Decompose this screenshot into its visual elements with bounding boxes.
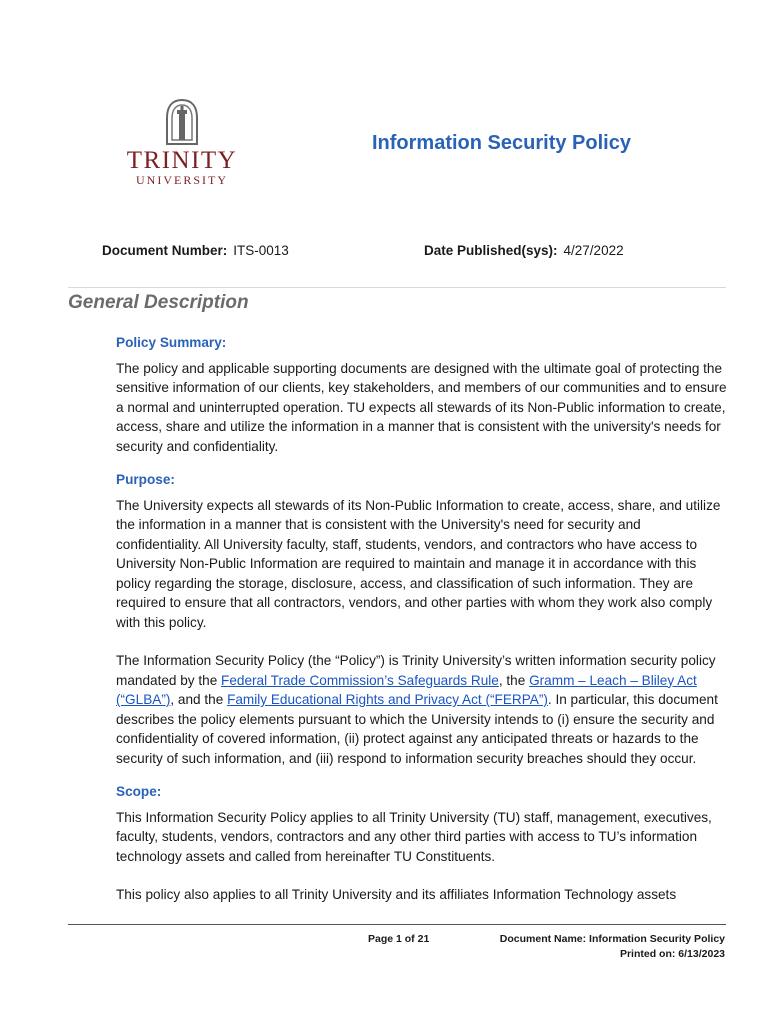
- purpose-text-a: The Information Security Policy (the “Policy”) is Trinity University’s written information security policy mandated by the: [116, 653, 716, 688]
- purpose-paragraph-2: [116, 651, 728, 768]
- document-number: [102, 243, 289, 258]
- purpose-paragraph-1: The University expects all stewards of its Non-Public Information to create, access, share, and utilize the information in a manner that is consistent with the University's need for security and confidentiality. All University faculty, staff, students, vendors, and contractors who have access to University Non-Public Information are required to maintain and manage it in accordance with this policy regarding the storage, disclosure, access, and classification of such information. They are required to ensure that all contractors, vendors, and other parties with whom they work also comply with this policy.: [116, 497, 721, 630]
- footer-document-name: Document Name: Information Security Policy: [499, 933, 725, 945]
- trinity-logo: [118, 98, 246, 190]
- page-number: Page 1 of 21: [368, 933, 430, 945]
- purpose-text-d: . In particular, this document describes the policy elements pursuant to which the University intends to (i) ensure the security and confidentiality of covered information, (ii) protect against any anticipated threats or hazards to the security of such information, and (iii) respond to information security breaches should they occur.: [116, 692, 718, 766]
- purpose-text-c: , and the: [170, 692, 228, 707]
- date-published-value: 4/27/2022: [563, 243, 624, 258]
- policy-summary-text: The policy and applicable supporting documents are designed with the ultimate goal of protecting the sensitive information of our clients, key stakeholders, and members of our communities and to ensure a normal and uninterrupted operation. TU expects all stewards of its Non-Public information to create, access, share and utilize the information in a manner that is consistent with the university's needs for security and confidentiality.: [116, 360, 727, 454]
- tower-emblem-icon: [162, 98, 202, 146]
- ftc-safeguards-link[interactable]: Federal Trade Commission’s Safeguards Rule: [221, 672, 499, 688]
- section-heading: General Description: [68, 292, 249, 313]
- document-number-value: ITS-0013: [233, 243, 289, 258]
- footer-printed-date: Printed on: 6/13/2023: [619, 948, 725, 960]
- policy-summary-heading: Policy Summary:: [116, 335, 227, 350]
- scope-paragraph-2: This policy also applies to all Trinity University and its affiliates Information Technology assets: [116, 887, 677, 902]
- scope-heading: Scope:: [116, 784, 162, 799]
- purpose-text-b: , the: [498, 672, 530, 688]
- glba-link[interactable]: Gramm – Leach – Bliley Act (“GLBA”): [116, 672, 697, 707]
- document-title: Information Security Policy: [372, 132, 631, 154]
- date-published-label: Date Published(sys):: [424, 243, 558, 258]
- logo-name: TRINITY: [126, 147, 238, 174]
- purpose-heading: Purpose:: [116, 472, 175, 487]
- logo-subtitle: UNIVERSITY: [136, 173, 228, 187]
- footer-info: [500, 932, 725, 962]
- scope-paragraph-1: This Information Security Policy applies to all Trinity University (TU) staff, management, executives, faculty, students, vendors, contractors and any other third parties with access to TU’s information technology assets and called from hereinafter TU Constituents.: [116, 809, 712, 864]
- document-body: [116, 333, 728, 919]
- ferpa-link[interactable]: Family Educational Rights and Privacy Act (“FERPA”): [227, 692, 548, 707]
- header-divider: [68, 287, 726, 288]
- footer-divider: [68, 924, 726, 925]
- date-published: [424, 243, 624, 258]
- document-number-label: Document Number:: [102, 243, 228, 258]
